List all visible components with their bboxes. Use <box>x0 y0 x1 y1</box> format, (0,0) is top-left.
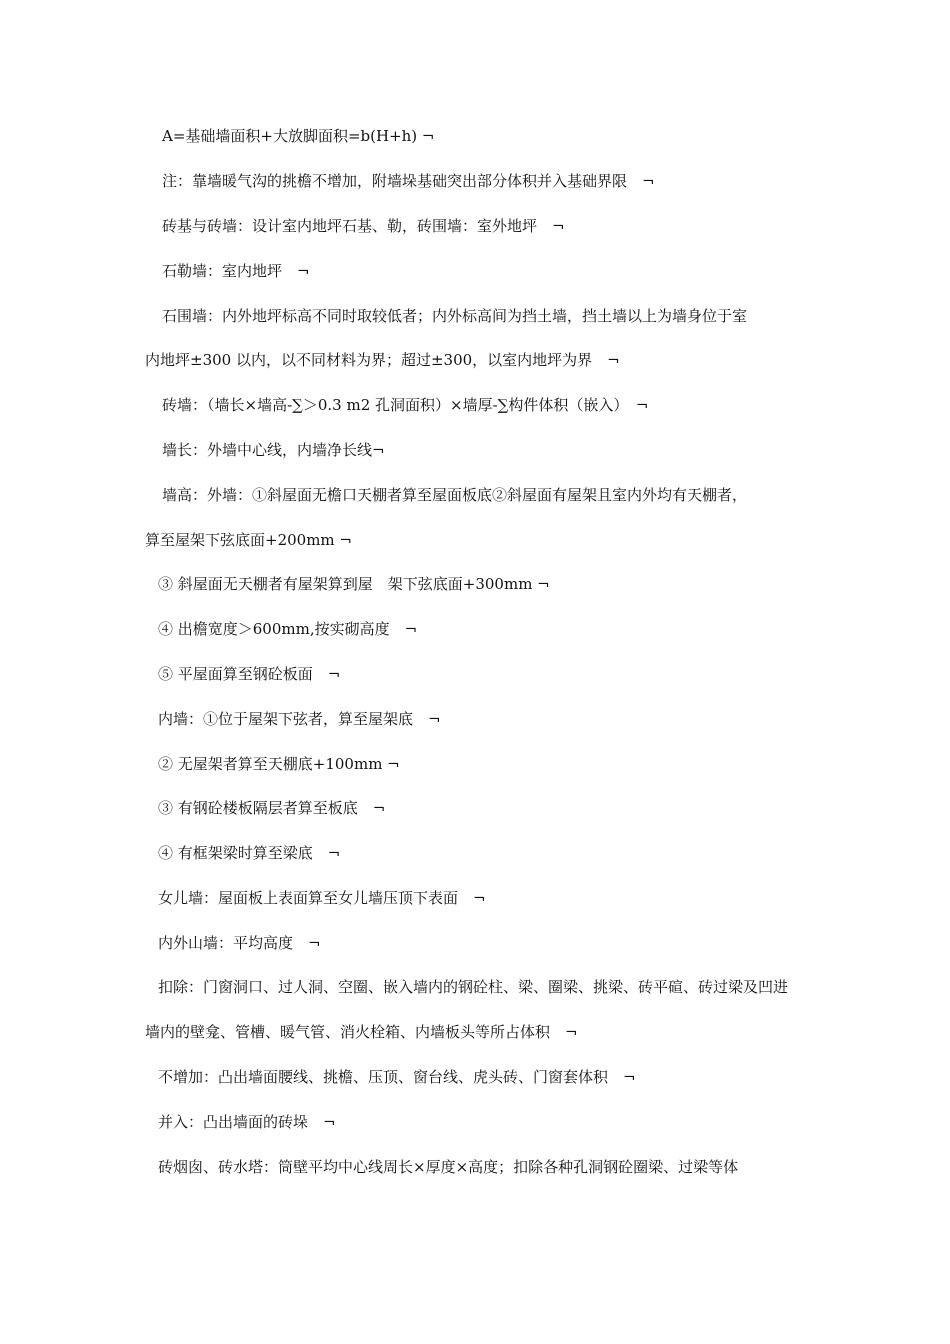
text-line: 墙长：外墙中心线，内墙净长线¬ <box>162 441 385 459</box>
text-line: A=基础墙面积+大放脚面积=b(H+h) ¬ <box>162 127 435 145</box>
text-line: 并入：凸出墙面的砖垛 ¬ <box>158 1113 336 1131</box>
text-line: 内地坪±300 以内，以不同材料为界；超过±300，以室内地坪为界 ¬ <box>145 351 620 369</box>
text-line: ④ 出檐宽度＞600mm,按实砌高度 ¬ <box>158 620 418 638</box>
text-line: 砖墙：（墙长×墙高-∑＞0.3 m2 孔洞面积）×墙厚-∑构件体积（嵌入） ¬ <box>162 396 649 414</box>
text-line: ⑤ 平屋面算至钢砼板面 ¬ <box>158 665 341 683</box>
text-line: 石围墙：内外地坪标高不同时取较低者；内外标高间为挡土墙，挡土墙以上为墙身位于室 <box>162 307 748 325</box>
text-line: 女儿墙：屋面板上表面算至女儿墙压顶下表面 ¬ <box>158 889 486 907</box>
text-line: 算至屋架下弦底面+200mm ¬ <box>145 531 352 549</box>
text-line: 内外山墙：平均高度 ¬ <box>158 934 321 952</box>
text-line: 砖基与砖墙：设计室内地坪石基、勒，砖围墙：室外地坪 ¬ <box>162 217 565 235</box>
text-line: 注：靠墙暖气沟的挑檐不增加，附墙垛基础突出部分体积并入基础界限 ¬ <box>162 172 655 190</box>
text-line: ③ 斜屋面无天棚者有屋架算到屋 架下弦底面+300mm ¬ <box>158 575 550 593</box>
text-line: ③ 有钢砼楼板隔层者算至板底 ¬ <box>158 799 386 817</box>
text-line: ② 无屋架者算至天棚底+100mm ¬ <box>158 755 400 773</box>
text-line: ④ 有框架梁时算至梁底 ¬ <box>158 844 341 862</box>
text-line: 扣除：门窗洞口、过人洞、空圈、嵌入墙内的钢砼柱、梁、圈梁、挑梁、砖平碹、砖过梁及凹进 <box>158 978 789 996</box>
text-line: 不增加：凸出墙面腰线、挑檐、压顶、窗台线、虎头砖、门窗套体积 ¬ <box>158 1068 636 1086</box>
text-line: 石勒墙：室内地坪 ¬ <box>162 262 310 280</box>
text-line: 墙高：外墙：①斜屋面无檐口天棚者算至屋面板底②斜屋面有屋架且室内外均有天棚者， <box>162 486 748 504</box>
text-line: 墙内的壁龛、管槽、暖气管、消火栓箱、内墙板头等所占体积 ¬ <box>145 1023 578 1041</box>
text-line: 砖烟囱、砖水塔：筒壁平均中心线周长×厚度×高度；扣除各种孔洞钢砼圈梁、过梁等体 <box>158 1158 739 1176</box>
text-line: 内墙：①位于屋架下弦者，算至屋架底 ¬ <box>158 710 441 728</box>
